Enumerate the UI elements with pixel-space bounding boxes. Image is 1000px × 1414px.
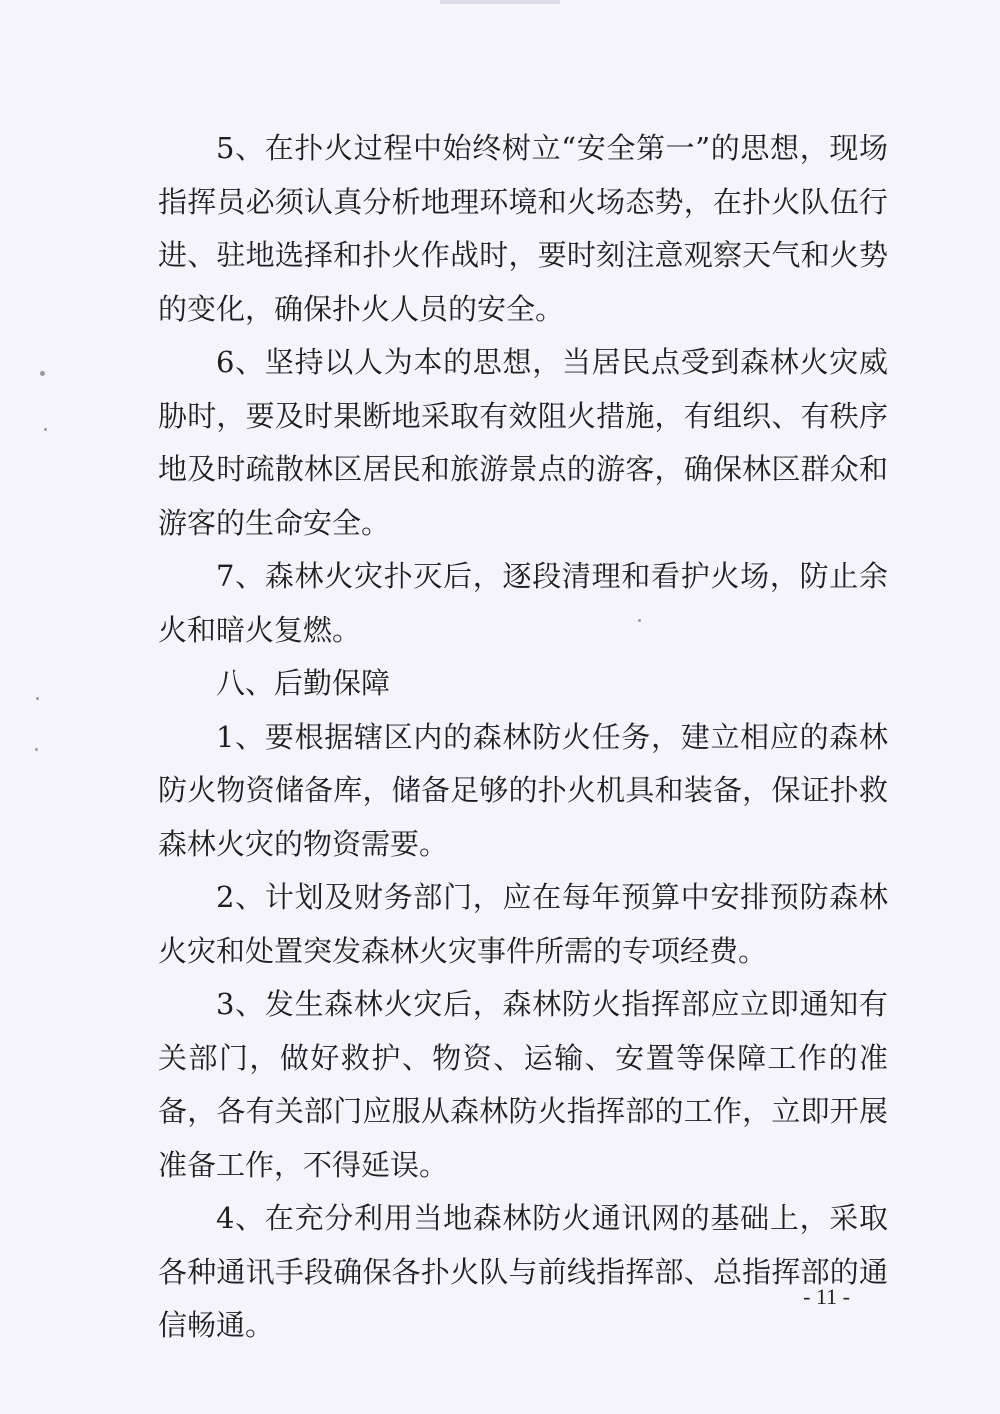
section-heading-logistics: 八、后勤保障 xyxy=(216,666,391,700)
paragraph-logistics-4: 4、在充分利用当地森林防火通讯网的基础上，采取各种通讯手段确保各扑火队与前线指挥部、总指挥部的通信畅通。 xyxy=(158,1201,888,1342)
scan-speck xyxy=(40,371,45,376)
document-body xyxy=(158,122,888,1353)
paragraph-logistics-2: 2、计划及财务部门，应在每年预算中安排预防森林火灾和处置突发森林火灾事件所需的专项经费。 xyxy=(158,880,888,968)
scan-speck xyxy=(44,428,47,431)
page-number: - 11 - xyxy=(803,1284,850,1309)
paragraph-logistics-1: 1、要根据辖区内的森林防火任务，建立相应的森林防火物资储备库，储备足够的扑火机具和装备，保证扑救森林火灾的物资需要。 xyxy=(158,719,888,861)
scan-speck xyxy=(35,748,38,751)
scan-artifact xyxy=(440,0,560,4)
paragraph-logistics-3: 3、发生森林火灾后，森林防火指挥部应立即通知有关部门，做好救护、物资、运输、安置等保障工作的准备，各有关部门应服从森林防火指挥部的工作，立即开展准备工作，不得延误。 xyxy=(158,987,888,1182)
paragraph-item-6: 6、坚持以人为本的思想，当居民点受到森林火灾威胁时，要及时果断地采取有效阻火措施，有组织、有秩序地及时疏散林区居民和旅游景点的游客，确保林区群众和游客的生命安全。 xyxy=(158,345,888,540)
scan-speck xyxy=(36,697,39,700)
paragraph-item-5: 5、在扑火过程中始终树立“安全第一”的思想，现场指挥员必须认真分析地理环境和火场态势，在扑火队伍行进、驻地选择和扑火作战时，要时刻注意观察天气和火势的变化，确保扑火人员的安全。 xyxy=(158,131,888,326)
paragraph-item-7: 7、森林火灾扑灭后，逐段清理和看护火场，防止余火和暗火复燃。 xyxy=(158,559,888,647)
